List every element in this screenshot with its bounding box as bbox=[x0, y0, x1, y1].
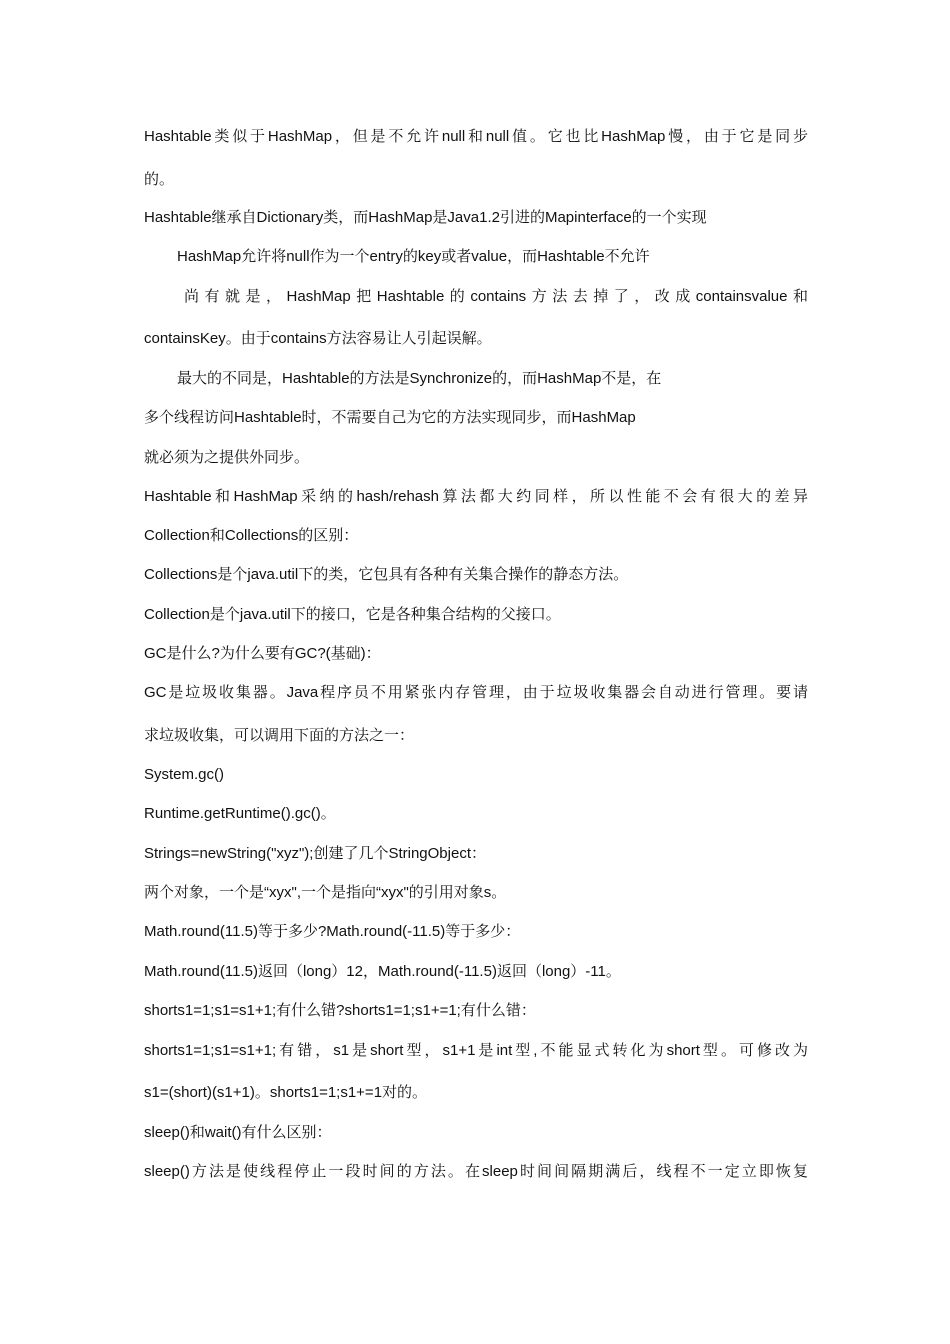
text-line: sleep()方法是使线程停止一段时间的方法。在sleep时间间隔期满后，线程不一定立即恢复 bbox=[144, 1163, 808, 1180]
text-line: System.gc() bbox=[144, 766, 225, 783]
text-line: shorts1=1;s1=s1+1;有什么错?shorts1=1;s1+=1;有什么错： bbox=[144, 1002, 536, 1019]
text-line: Math.round(11.5)等于多少?Math.round(-11.5)等于多少： bbox=[144, 923, 521, 940]
text-line: sleep()和wait()有什么区别： bbox=[144, 1124, 332, 1141]
text-line: 两个对象，一个是“xyx",一个是指向“xyx"的引用对象s。 bbox=[144, 884, 507, 901]
text-line: GC是什么?为什么要有GC?(基础)： bbox=[144, 645, 381, 662]
text-line: Strings=newString("xyz");创建了几个StringObject： bbox=[144, 845, 486, 862]
text-line: Hashtable类似于HashMap，但是不允许null和null值。它也比HashMap慢，由于它是同步 bbox=[144, 128, 808, 145]
text-line: Collection和Collections的区别： bbox=[144, 527, 359, 544]
text-line: Runtime.getRuntime().gc()。 bbox=[144, 805, 336, 822]
text-line: 就必须为之提供外同步。 bbox=[144, 449, 310, 466]
text-line: HashMap允许将null作为一个entry的key或者value，而Hashtable不允许 bbox=[177, 248, 650, 265]
text-line: 的。 bbox=[144, 171, 175, 188]
text-line: 尚有就是，HashMap把Hashtable的contains方法去掉了，改成containsvalue和 bbox=[184, 288, 808, 305]
text-line: Hashtable继承自Dictionary类，而HashMap是Java1.2引进的Mapinterface的一个实现 bbox=[144, 209, 707, 226]
text-line: 求垃圾收集，可以调用下面的方法之一： bbox=[144, 727, 415, 744]
text-line: GC是垃圾收集器。Java程序员不用紧张内存管理，由于垃圾收集器会自动进行管理。要请 bbox=[144, 684, 808, 701]
text-line: 多个线程访问Hashtable时，不需要自己为它的方法实现同步，而HashMap bbox=[144, 409, 636, 426]
text-line: Math.round(11.5)返回（long）12，Math.round(-11.5)返回（long）-11。 bbox=[144, 963, 621, 980]
text-line: containsKey。由于contains方法容易让人引起误解。 bbox=[144, 330, 492, 347]
text-line: shorts1=1;s1=s1+1;有错，s1是short型，s1+1是int型,不能显式转化为short型。可修改为 bbox=[144, 1042, 808, 1059]
text-line: 最大的不同是，Hashtable的方法是Synchronize的，而HashMap不是，在 bbox=[177, 370, 662, 387]
text-line: s1=(short)(s1+1)。shorts1=1;s1+=1对的。 bbox=[144, 1084, 428, 1101]
text-line: Collection是个java.util下的接口，它是各种集合结构的父接口。 bbox=[144, 606, 561, 623]
text-line: Hashtable和HashMap采纳的hash/rehash算法都大约同样，所以性能不会有很大的差异 bbox=[144, 488, 808, 505]
text-line: Collections是个java.util下的类，它包具有各种有关集合操作的静态方法。 bbox=[144, 566, 629, 583]
